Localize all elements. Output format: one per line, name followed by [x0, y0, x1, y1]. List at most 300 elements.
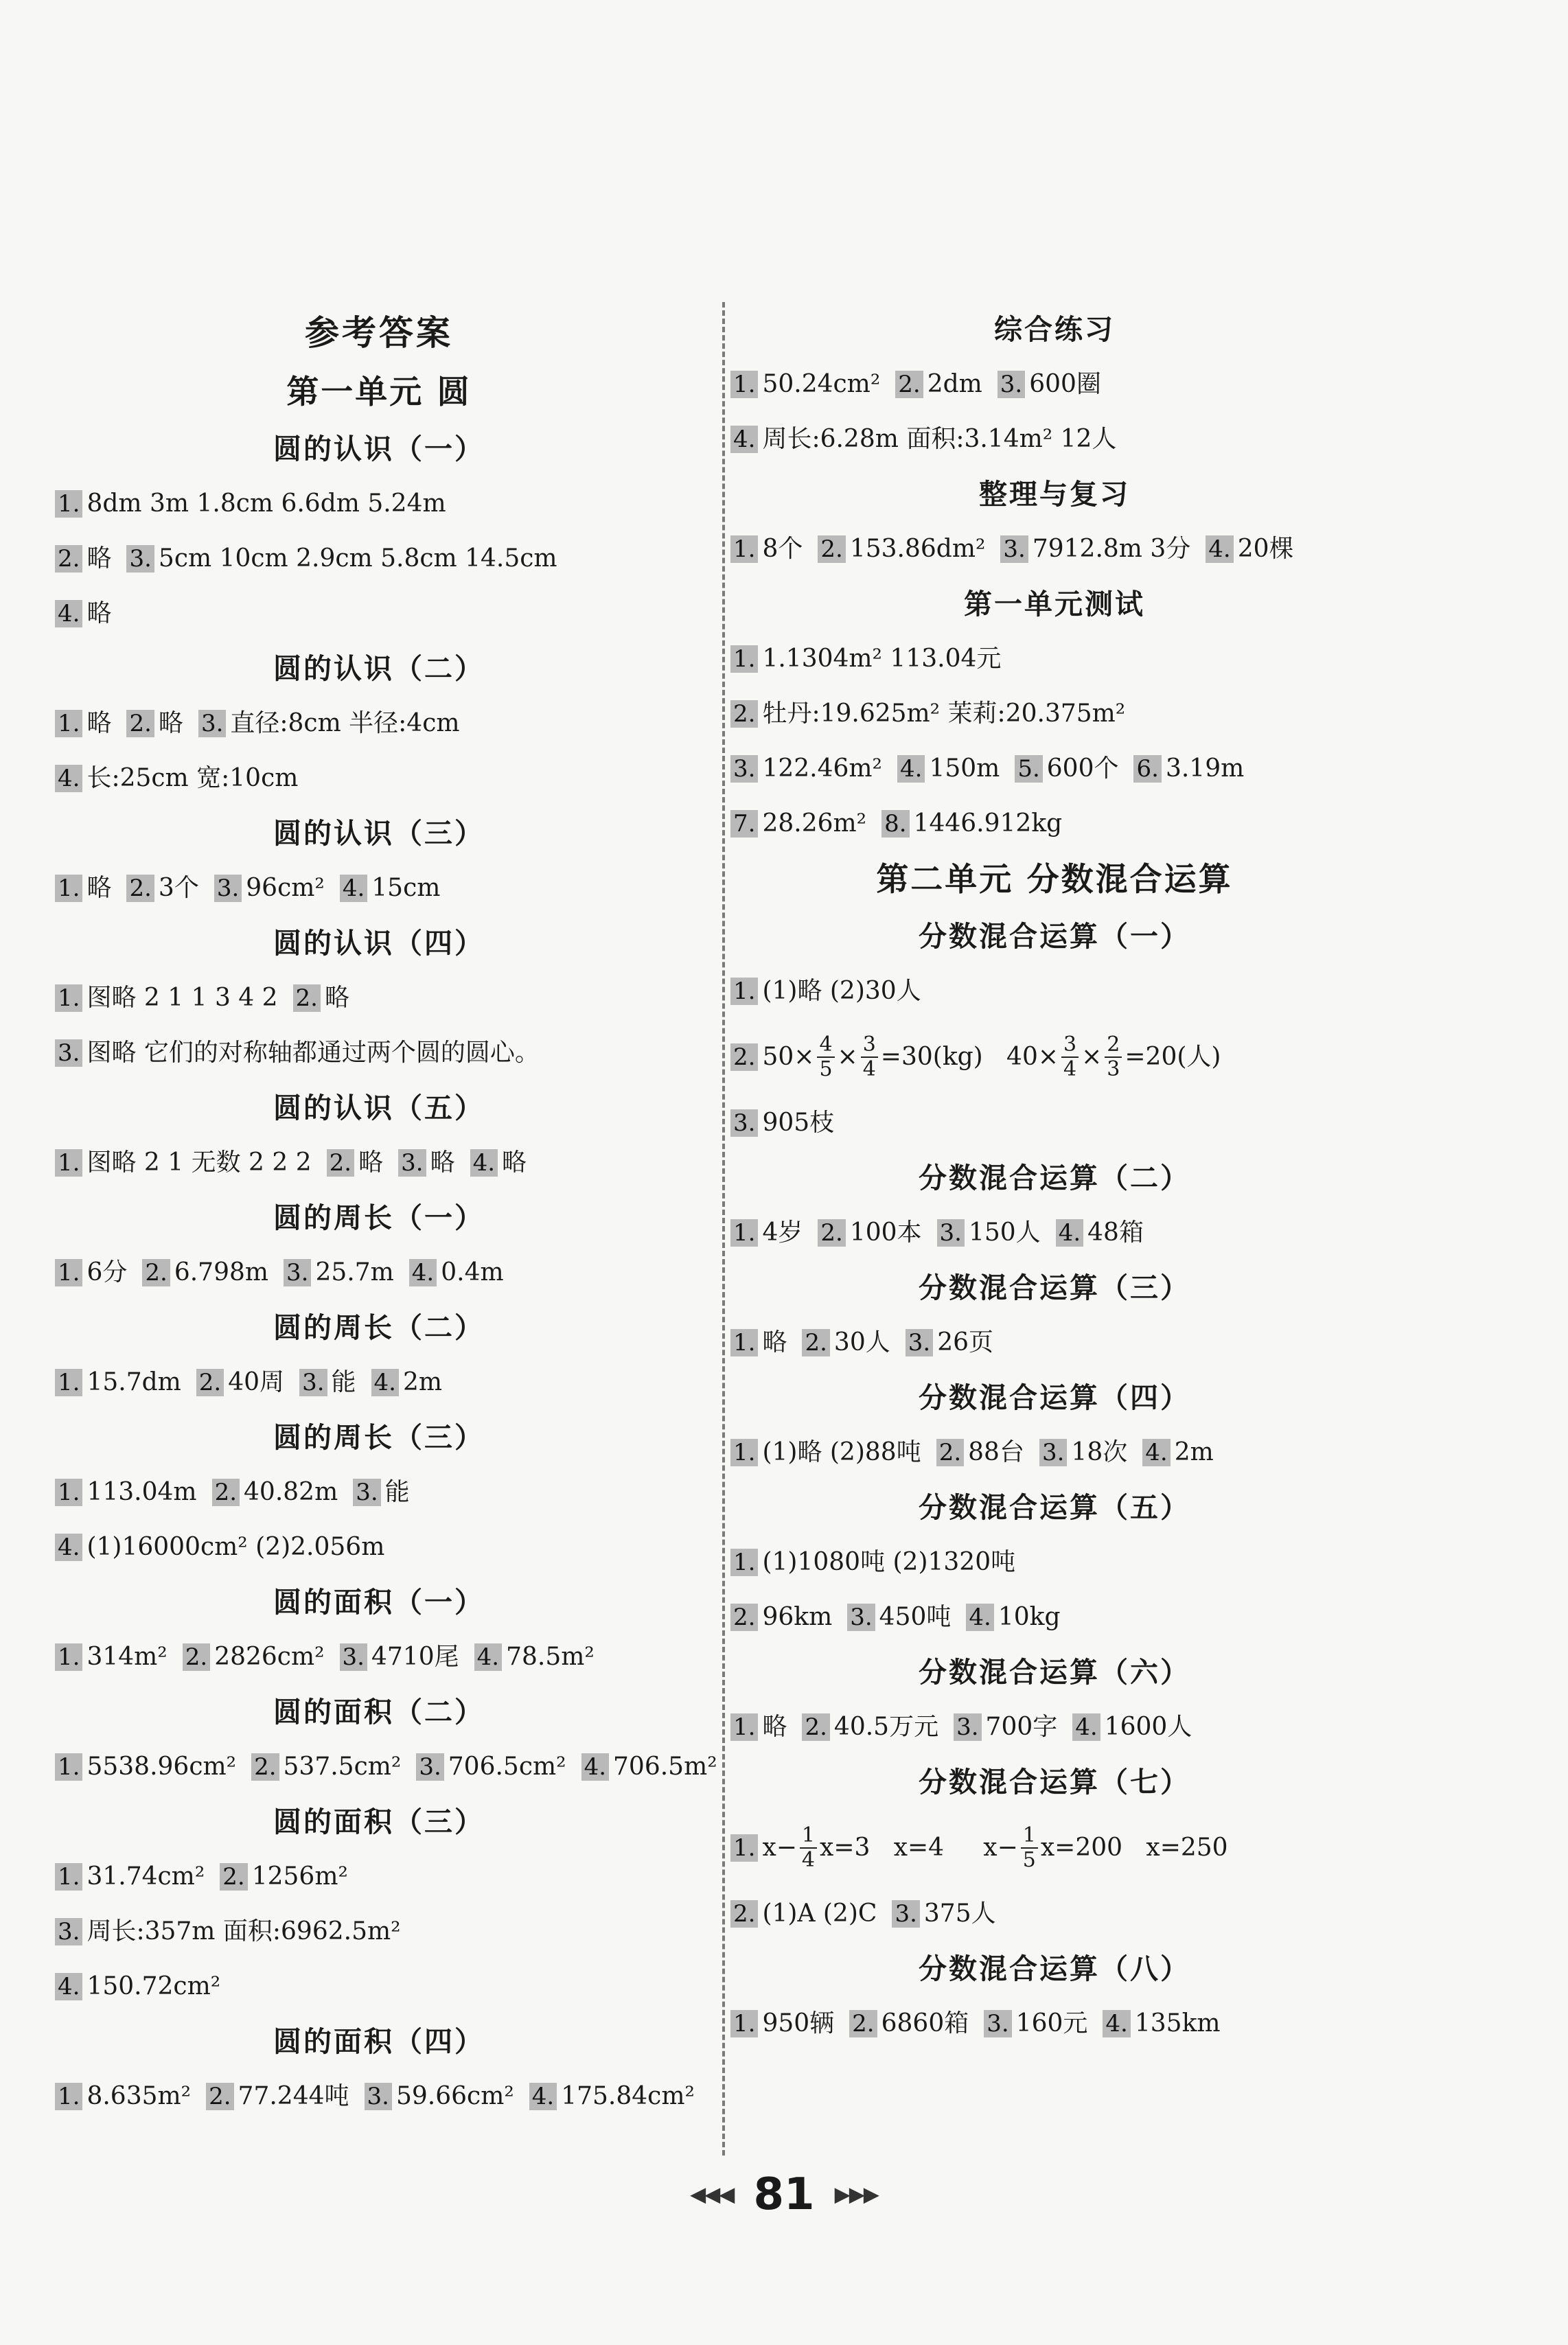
answer-text: 略 [87, 709, 112, 737]
answer-item [142, 1245, 268, 1300]
answer-line [725, 1996, 1384, 2051]
answer-text: 略 [87, 544, 112, 573]
answer-text: 6分 [87, 1258, 128, 1286]
answer-item [730, 1996, 834, 2051]
question-number: 1. [55, 1753, 82, 1781]
question-number: 4. [1056, 1219, 1083, 1247]
question-number: 2. [936, 1439, 964, 1466]
answer-item [984, 1996, 1087, 2051]
unit-heading: 第二单元 分数混合运算 [876, 861, 1233, 899]
answer-text: 1256m² [251, 1862, 348, 1891]
answer-item [730, 1315, 787, 1370]
answer-item [1015, 741, 1118, 796]
answer-item [1072, 1700, 1192, 1755]
answer-text: 96km [762, 1603, 833, 1631]
question-number: 1. [55, 1149, 82, 1177]
answer-item [730, 1590, 832, 1645]
question-number: 3. [55, 1039, 82, 1067]
footer-right-arrows: ▶▶▶ [834, 2182, 878, 2207]
answer-line [49, 971, 708, 1026]
answer-line [49, 1135, 708, 1190]
question-number: 3. [398, 1149, 426, 1177]
question-number: 1. [55, 984, 82, 1012]
answer-item [55, 2069, 191, 2124]
answer-text: 2m [1174, 1438, 1214, 1466]
answer-text: 100本 [849, 1218, 922, 1247]
answer-text: 1446.912kg [913, 809, 1063, 838]
question-number: 4. [55, 600, 82, 627]
section-heading: 圆的认识（五） [273, 1091, 485, 1124]
answer-item [55, 531, 111, 586]
answer-line [49, 531, 708, 586]
answer-text: 4岁 [762, 1218, 803, 1247]
answer-text: 5cm 10cm 2.9cm 5.8cm 14.5cm [158, 544, 557, 573]
left-column-body [49, 364, 717, 2124]
fraction [1105, 1033, 1122, 1081]
answer-text: 2m [402, 1368, 443, 1396]
question-number: 1. [55, 1369, 82, 1396]
answer-item [581, 1740, 717, 1794]
question-number: 4. [1142, 1439, 1170, 1466]
answer-item [284, 1245, 394, 1300]
answer-text: (1)1080吨 (2)1320吨 [762, 1548, 1016, 1576]
answer-text: 6860箱 [881, 2009, 969, 2037]
question-number: 1. [730, 1549, 758, 1576]
answer-text: 7912.8m 3分 [1032, 535, 1191, 563]
answer-line [725, 522, 1384, 577]
answer-item [55, 1355, 181, 1410]
answer-item [529, 2069, 695, 2124]
fraction [800, 1824, 817, 1872]
answer-line [725, 412, 1384, 467]
question-number: 2. [183, 1643, 210, 1671]
fraction-denominator: 4 [801, 1848, 816, 1872]
answer-text: 40周 [228, 1368, 285, 1396]
answer-line [725, 632, 1384, 686]
answer-item [966, 1590, 1060, 1645]
answer-text: 5538.96cm² [87, 1753, 237, 1781]
answer-text: 周长:6.28m 面积:3.14m² 12人 [762, 425, 1117, 453]
question-number: 2. [251, 1753, 279, 1781]
right-column [725, 302, 1384, 2051]
answer-item [730, 412, 1116, 467]
question-number: 4. [55, 1973, 82, 2000]
answer-text: 31.74cm² [87, 1862, 205, 1891]
answer-line [725, 1590, 1384, 1645]
answer-text: 周长:357m 面积:6962.5m² [87, 1917, 401, 1945]
answer-item [730, 964, 921, 1019]
question-number: 4. [470, 1149, 498, 1177]
answer-item [55, 1630, 168, 1685]
question-number: 3. [906, 1329, 933, 1356]
answer-item [196, 1355, 284, 1410]
question-number: 2. [126, 875, 154, 902]
question-number: 4. [55, 765, 82, 792]
answer-item [55, 1904, 401, 1959]
answer-item [847, 1590, 951, 1645]
answer-text: 图略 2 1 无数 2 2 2 [87, 1148, 312, 1177]
answer-line [49, 476, 708, 531]
fraction-denominator: 4 [1063, 1057, 1077, 1081]
question-number: 3. [984, 2010, 1011, 2037]
question-number: 2. [220, 1863, 247, 1891]
answer-item [474, 1630, 595, 1685]
answer-text: 135km [1134, 2009, 1221, 2037]
question-number: 1. [730, 1329, 758, 1356]
answer-text: 3个 [158, 874, 199, 902]
answer-text: 略 [762, 1328, 787, 1356]
question-number: 3. [365, 2083, 392, 2110]
answer-item [293, 971, 349, 1026]
answer-text: 长:25cm 宽:10cm [87, 764, 299, 792]
answer-text: 113.04m [87, 1478, 197, 1506]
answer-text: 450吨 [879, 1603, 952, 1631]
section-heading: 圆的认识（三） [273, 817, 485, 850]
answer-text: 150.72cm² [87, 1972, 221, 2000]
question-number: 4. [409, 1259, 437, 1286]
question-number: 2. [142, 1259, 170, 1286]
question-number: 1. [730, 645, 758, 673]
section-heading: 分数混合运算（三） [919, 1271, 1190, 1304]
answer-text: 153.86dm² [849, 535, 986, 563]
section-heading: 圆的面积（三） [273, 1805, 485, 1838]
section-heading: 分数混合运算（一） [919, 920, 1190, 953]
answer-text: 8dm 3m 1.8cm 6.6dm 5.24m [87, 489, 446, 518]
question-number: 2. [212, 1479, 240, 1506]
answer-text: 905枝 [762, 1109, 835, 1137]
answer-item [340, 861, 441, 916]
question-number: 1. [55, 1863, 82, 1891]
question-number: 2. [802, 1713, 829, 1741]
answer-item [818, 1205, 921, 1260]
question-number: 3. [126, 545, 154, 573]
answer-line [49, 1355, 708, 1410]
formula [762, 1810, 1227, 1886]
unit-heading: 第一单元 圆 [286, 373, 472, 411]
answer-line [49, 2069, 708, 2124]
formula-text: x=200 x=250 [1040, 1834, 1228, 1862]
answer-text: 40.82m [244, 1478, 338, 1506]
answer-item [55, 861, 111, 916]
answer-item [730, 522, 803, 577]
answer-item [470, 1135, 527, 1190]
answer-item [55, 1465, 197, 1520]
answer-item [802, 1315, 890, 1370]
question-number: 1. [55, 710, 82, 737]
answer-item [299, 1355, 356, 1410]
answer-line [725, 964, 1384, 1019]
answer-text: 略 [87, 599, 112, 627]
question-number: 2. [126, 710, 154, 737]
answer-item [55, 1849, 205, 1904]
answer-item [1000, 522, 1190, 577]
question-number: 2. [196, 1369, 224, 1396]
question-number: 4. [581, 1753, 609, 1781]
question-number: 1. [55, 875, 82, 902]
section-heading: 整理与复习 [979, 478, 1130, 511]
section-heading: 圆的周长（一） [273, 1201, 485, 1234]
answer-text: 160元 [1015, 2009, 1088, 2037]
answer-item [730, 796, 866, 851]
section-heading: 分数混合运算（八） [919, 1952, 1190, 1985]
answer-text: 28.26m² [762, 809, 867, 838]
page-title: 参考答案 [305, 313, 453, 353]
answer-line [725, 686, 1384, 741]
answer-line [725, 1700, 1384, 1755]
question-number: 2. [206, 2083, 233, 2110]
answer-item [212, 1465, 338, 1520]
section-heading: 圆的认识（四） [273, 927, 485, 960]
answer-item [183, 1630, 325, 1685]
answer-text: 122.46m² [762, 754, 882, 783]
question-number: 5. [1015, 755, 1042, 783]
answer-item [730, 1886, 877, 1941]
question-number: 2. [730, 1043, 758, 1071]
question-number: 1. [730, 1713, 758, 1741]
answer-text: 10kg [998, 1603, 1061, 1631]
fraction-numerator: 3 [1061, 1033, 1079, 1058]
answer-line [725, 741, 1384, 796]
answer-item [730, 632, 1001, 686]
answer-item [55, 476, 446, 531]
question-number: 3. [353, 1479, 380, 1506]
answer-text: 30人 [833, 1328, 890, 1356]
section-heading: 圆的周长（三） [273, 1421, 485, 1454]
answer-item [892, 1886, 995, 1941]
fraction-denominator: 5 [819, 1057, 833, 1081]
answer-text: 706.5cm² [448, 1753, 566, 1781]
answer-line [725, 1425, 1384, 1480]
answer-item [730, 1535, 1015, 1590]
fraction-denominator: 3 [1107, 1057, 1120, 1081]
answer-text: 0.4m [441, 1258, 504, 1286]
answer-text: 40.5万元 [833, 1713, 939, 1741]
answer-text: 375人 [923, 1899, 996, 1928]
section-heading: 圆的面积（四） [273, 2025, 485, 2058]
answer-text: 175.84cm² [561, 2082, 695, 2110]
page-number: 81 [753, 2169, 815, 2220]
answer-text: (1)16000cm² (2)2.056m [87, 1533, 385, 1561]
question-number: 3. [198, 710, 226, 737]
formula-text: =20(人) [1125, 1043, 1221, 1071]
question-number: 4. [1206, 535, 1233, 563]
answer-line [49, 861, 708, 916]
question-number: 1. [730, 1219, 758, 1247]
answer-item [55, 751, 298, 806]
question-number: 2. [895, 371, 923, 398]
question-number: 4. [1072, 1713, 1100, 1741]
answer-line [49, 1740, 717, 1794]
answer-item [730, 1700, 787, 1755]
answer-item [937, 1205, 1041, 1260]
answer-item [55, 586, 111, 641]
question-number: 2. [730, 1604, 758, 1631]
question-number: 3. [214, 875, 242, 902]
answer-item [365, 2069, 514, 2124]
question-number: 2. [802, 1329, 829, 1356]
question-number: 3. [847, 1604, 875, 1631]
formula-text: =30(kg) 40× [880, 1043, 1059, 1071]
answer-item [214, 861, 325, 916]
answer-item [1142, 1425, 1214, 1480]
section-heading: 圆的认识（一） [273, 432, 485, 465]
answer-item [371, 1355, 443, 1410]
fraction [861, 1033, 878, 1081]
question-number: 1. [730, 2010, 758, 2037]
answer-line [49, 1959, 708, 2014]
answer-item [327, 1135, 383, 1190]
left-column [49, 302, 717, 2124]
question-number: 2. [818, 535, 845, 563]
answer-text: 3.19m [1165, 754, 1245, 783]
answer-text: 77.244吨 [238, 2082, 349, 2110]
section-heading: 圆的认识（二） [273, 652, 485, 685]
answer-line-formula [725, 1810, 1384, 1886]
answer-line [49, 696, 708, 751]
answer-text: 15cm [371, 874, 441, 902]
answer-item [1039, 1425, 1127, 1480]
answer-line [49, 1520, 708, 1575]
answer-text: 能 [331, 1368, 356, 1396]
answer-item [55, 971, 278, 1026]
fraction-numerator: 1 [800, 1824, 817, 1849]
answer-text: 700字 [985, 1713, 1058, 1741]
answer-item [55, 696, 111, 751]
page-footer [0, 2169, 1568, 2220]
answer-item [730, 741, 882, 796]
fraction-numerator: 2 [1105, 1033, 1122, 1058]
section-heading: 分数混合运算（五） [919, 1491, 1190, 1524]
answer-text: 8.635m² [87, 2082, 192, 2110]
answer-text: 能 [384, 1478, 410, 1506]
answer-text: 48箱 [1087, 1218, 1144, 1247]
fraction [817, 1033, 834, 1081]
answer-line [725, 796, 1384, 851]
question-number: 4. [55, 1534, 82, 1561]
answer-item [730, 1205, 803, 1260]
question-number: 6. [1133, 755, 1161, 783]
answer-item [998, 357, 1101, 412]
answer-text: 图略 它们的对称轴都通过两个圆的圆心。 [87, 1039, 540, 1067]
answer-item [55, 1026, 540, 1081]
answer-text: 2dm [927, 370, 982, 398]
answer-text: 18次 [1071, 1438, 1128, 1466]
question-number: 4. [966, 1604, 993, 1631]
answer-item [906, 1315, 993, 1370]
answer-item [730, 1096, 834, 1151]
answer-text: 15.7dm [87, 1368, 181, 1396]
question-number: 2. [293, 984, 321, 1012]
answer-text: 78.5m² [506, 1643, 595, 1671]
question-number: 3. [998, 371, 1025, 398]
question-number: 3. [1000, 535, 1028, 563]
answer-item [802, 1700, 938, 1755]
answer-item [954, 1700, 1057, 1755]
answer-line [49, 1026, 708, 1081]
answer-text: 6.798m [174, 1258, 269, 1286]
answer-text: 2826cm² [214, 1643, 325, 1671]
answer-item [220, 1849, 348, 1904]
question-number: 3. [340, 1643, 367, 1671]
answer-text: 537.5cm² [283, 1753, 402, 1781]
answer-item [1056, 1205, 1144, 1260]
answer-text: 4710尾 [371, 1643, 459, 1671]
question-number: 3. [954, 1713, 981, 1741]
formula-text: × [1081, 1043, 1103, 1071]
answer-item [126, 696, 183, 751]
answer-line [725, 1315, 1384, 1370]
footer-left-arrows: ◀◀◀ [690, 2182, 734, 2207]
formula-text: x− [762, 1834, 797, 1862]
question-number: 1. [55, 2083, 82, 2110]
answer-text: 50.24cm² [762, 370, 881, 398]
answer-line [49, 1849, 708, 1904]
answer-text: 略 [358, 1148, 384, 1177]
question-number: 1. [730, 1439, 758, 1466]
answer-item [895, 357, 982, 412]
answer-item [55, 1245, 127, 1300]
answer-item [730, 1019, 1221, 1096]
question-number: 1. [730, 535, 758, 563]
answer-text: 150人 [968, 1218, 1041, 1247]
answer-text: 600个 [1046, 754, 1119, 783]
question-number: 4. [897, 755, 925, 783]
answer-text: 牡丹:19.625m² 茉莉:20.375m² [762, 700, 1126, 728]
answer-item [398, 1135, 454, 1190]
question-number: 2. [849, 2010, 877, 2037]
answer-text: (1)略 (2)30人 [762, 977, 921, 1005]
answer-item [818, 522, 985, 577]
answer-item [55, 1740, 236, 1794]
answer-item [416, 1740, 566, 1794]
section-heading: 分数混合运算（六） [919, 1656, 1190, 1689]
answer-text: 略 [762, 1713, 787, 1741]
question-number: 4. [474, 1643, 502, 1671]
fraction-numerator: 1 [1021, 1824, 1038, 1849]
answer-item [126, 861, 198, 916]
section-heading: 圆的面积（一） [273, 1586, 485, 1619]
answer-item [1206, 522, 1293, 577]
question-number: 2. [730, 700, 758, 728]
question-number: 3. [892, 1900, 919, 1928]
answer-text: 1.1304m² 113.04元 [762, 645, 1002, 673]
answer-line [49, 1245, 708, 1300]
question-number: 3. [284, 1259, 311, 1286]
section-heading: 综合练习 [994, 313, 1115, 346]
answer-line [49, 1465, 708, 1520]
answer-item [1103, 1996, 1220, 2051]
question-number: 4. [340, 875, 367, 902]
answer-text: 图略 2 1 1 3 4 2 [87, 984, 278, 1012]
answer-text: 950辆 [762, 2009, 835, 2037]
question-number: 3. [730, 1109, 758, 1137]
answer-line [725, 1535, 1384, 1590]
answer-line [49, 751, 708, 806]
formula-text: × [837, 1043, 858, 1071]
question-number: 4. [529, 2083, 557, 2110]
right-column-body [725, 302, 1384, 2051]
answer-item [126, 531, 557, 586]
fraction-numerator: 4 [817, 1033, 834, 1058]
fraction [1021, 1824, 1038, 1872]
question-number: 1. [55, 1643, 82, 1671]
answer-line [725, 357, 1384, 412]
answer-line [49, 1904, 708, 1959]
answer-text: 150m [929, 754, 1000, 783]
answer-text: (1)A (2)C [762, 1899, 877, 1928]
answer-item [340, 1630, 459, 1685]
question-number: 2. [55, 545, 82, 573]
